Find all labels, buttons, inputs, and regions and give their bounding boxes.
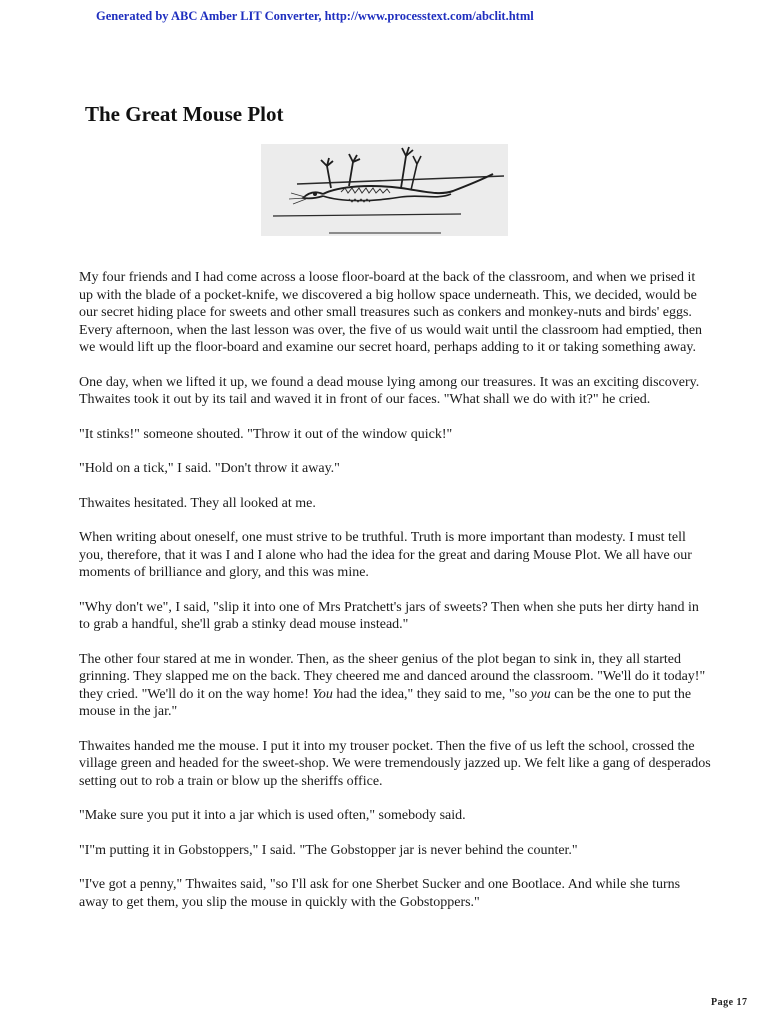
paragraph-9: Thwaites handed me the mouse. I put it into my trouser pocket. Then the five of us left the school, crossed the village green and headed for the sweet-shop. We were tremendously jazzed up. We felt like a gang of desperados setting out to rob a train or blow up the sheriffs office. [79,738,711,789]
paragraph-8 [79,651,711,721]
paragraph-8-emphasis-2: you [530,686,551,702]
paragraph-8-part-2: had the idea," they said to me, "so [332,686,531,702]
paragraph-4: "Hold on a tick," I said. "Don't throw it away." [79,461,340,476]
paragraph-5: Thwaites hesitated. They all looked at me. [79,495,316,511]
chapter-text [79,269,711,928]
generator-header: Generated by ABC Amber LIT Converter, http://www.processtext.com/abclit.html [96,9,534,23]
paragraph-2: One day, when we lifted it up, we found a dead mouse lying among our treasures. It was an exciting discovery. Thwaites took it out by its tail and waved it in front of our faces. "What shall we do with it?" he cried. [79,374,700,407]
paragraph-1: My four friends and I had come across a loose floor-board at the back of the classroom, and when we prised it up with the blade of a pocket-knife, we discovered a big hollow space underneath. This, we decided, would be our secret hiding place for sweets and other small treasures such as conkers and monkey-nuts and birds' eggs. Every afternoon, when the last lesson was over, the five of us would wait until the classroom had emptied, then we would lift up the floor-board and examine our secret hoard, perhaps adding to it or taking something away. [79,270,703,355]
paragraph-6: When writing about oneself, one must strive to be truthful. Truth is more important than modesty. I must tell you, therefore, that it was I and I alone who had the idea for the great and daring Mouse Plot. We all have our moments of brilliance and glory, and this was mine. [79,530,692,580]
paragraph-8-part-1: The other four stared at me in wonder. Then, as the sheer genius of the plot began to sink in, they all started grinning. They slapped me on the back. They cheered me and danced around the classroom. "We'll do it today!" they cried. "We'll do it on the way home! [79,651,706,702]
paragraph-8-part-3: can be the one to put the mouse in the jar." [79,686,692,719]
paragraph-8-emphasis-1: You [312,686,333,702]
chapter-title: The Great Mouse Plot [85,102,284,126]
paragraph-10: "Make sure you put it into a jar which is used often," somebody said. [79,808,466,823]
paragraph-11: "I"m putting it in Gobstoppers," I said. "The Gobstopper jar is never behind the counter." [79,842,578,858]
paragraph-3: "It stinks!" someone shouted. "Throw it out of the window quick!" [79,426,453,442]
paragraph-7: "Why don't we", I said, "slip it into one of Mrs Pratchett's jars of sweets? Then when she puts her dirty hand in to grab a handful, she'll grab a stinky dead mouse instead." [79,599,699,632]
paragraph-12: "I've got a penny," Thwaites said, "so I'll ask for one Sherbet Sucker and one Bootlace. And while she turns away to get them, you slip the mouse in quickly with the Gobstoppers." [79,877,681,910]
page-number: Page 17 [711,997,748,1008]
dead-mouse-sketch-icon [261,144,508,236]
chapter-illustration [261,144,508,236]
